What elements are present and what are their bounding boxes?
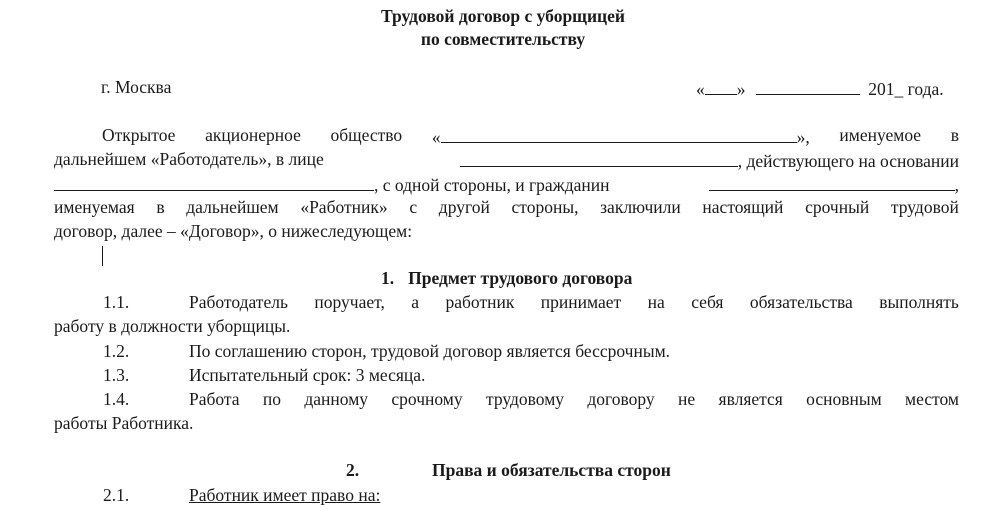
preamble-text: , действующего на основании <box>737 151 959 171</box>
item-number: 2.1. <box>103 485 130 505</box>
item-word: Работодатель <box>189 292 288 312</box>
item-word: договору <box>587 389 655 409</box>
item-1-4-line-1 <box>189 391 959 409</box>
item-word: обязательства <box>749 292 853 312</box>
item-word: основным <box>806 389 882 409</box>
preamble-word: общество <box>330 125 403 145</box>
item-number: 1.1. <box>103 292 130 312</box>
document-title-line2: по совместительству <box>420 29 586 49</box>
item-word: по <box>262 389 282 409</box>
section-2-number: 2. <box>346 460 360 480</box>
document-title-line1: Трудовой договор с уборщицей <box>381 6 625 26</box>
employee-name-blank <box>709 175 955 191</box>
preamble-text: , <box>954 175 959 195</box>
item-word: выполнять <box>879 292 959 312</box>
item-1-1-line-2: работу в должности уборщицы. <box>54 316 291 336</box>
company-name-field <box>432 127 810 147</box>
quote-close: », <box>796 127 810 147</box>
preamble-word: заключили <box>600 197 681 217</box>
preamble-word: в <box>156 197 165 217</box>
date-open-quote: « <box>696 79 705 99</box>
item-2-1-text: Работник имеет право на: <box>189 485 381 505</box>
preamble-word: настоящий <box>702 197 784 217</box>
item-1-1-line-1 <box>189 294 959 312</box>
item-word: работник <box>445 292 515 312</box>
date-close-quote: » <box>736 79 746 99</box>
item-word: Работа <box>189 389 240 409</box>
item-word: на <box>647 292 665 312</box>
preamble-word: Открытое <box>102 125 176 145</box>
city: г. Москва <box>101 77 172 97</box>
employee-field <box>709 175 959 195</box>
preamble-word: именуемое <box>839 125 922 145</box>
item-word: поручает, <box>314 292 385 312</box>
representative-blank <box>460 151 738 167</box>
preamble-word: трудовой <box>890 197 959 217</box>
date-line <box>696 79 944 99</box>
month-blank <box>756 79 860 95</box>
section-1-title: Предмет трудового договора <box>408 268 633 288</box>
preamble-word: в <box>950 125 959 145</box>
year-text: 201_ года. <box>868 79 944 99</box>
item-word: принимает <box>540 292 622 312</box>
section-1-number: 1. <box>381 268 395 288</box>
item-1-3-text: Испытательный срок: 3 месяца. <box>189 365 426 385</box>
basis-blank <box>54 175 374 191</box>
day-blank <box>705 79 737 95</box>
preamble-text: , с одной стороны, и гражданин <box>374 175 610 195</box>
item-word: является <box>718 389 783 409</box>
item-1-2-text: По соглашению сторон, трудовой договор является бессрочным. <box>189 341 671 361</box>
item-word: а <box>411 292 420 312</box>
item-word: не <box>678 389 696 409</box>
preamble-word: стороны, <box>511 197 579 217</box>
preamble-word: срочный <box>805 197 870 217</box>
basis-field <box>54 175 610 195</box>
item-word: данному <box>304 389 369 409</box>
item-number: 1.2. <box>103 341 130 361</box>
preamble-word: другой <box>438 197 490 217</box>
preamble-line-5: договор, далее – «Договор», о нижеследующем: <box>54 221 413 241</box>
preamble-line-1 <box>102 127 959 147</box>
item-number: 1.3. <box>103 365 130 385</box>
company-name-blank <box>441 127 797 143</box>
preamble-word: именуемая <box>54 197 135 217</box>
item-word: трудовому <box>485 389 565 409</box>
preamble-word: акционерное <box>205 125 301 145</box>
preamble-word: дальнейшем <box>186 197 279 217</box>
item-word: срочному <box>391 389 463 409</box>
preamble-line-3 <box>54 175 959 195</box>
preamble-word: с <box>409 197 418 217</box>
section-1-heading <box>381 270 632 288</box>
item-word: местом <box>905 389 959 409</box>
representative-field <box>460 151 959 171</box>
preamble-word: «Работник» <box>300 197 388 217</box>
section-2-title: Права и обязательства сторон <box>432 460 671 480</box>
preamble-line-4 <box>54 199 959 217</box>
item-1-4-line-2: работы Работника. <box>54 413 194 433</box>
item-number: 1.4. <box>103 389 130 409</box>
quote-open: « <box>431 127 441 147</box>
preamble-line-2 <box>54 151 959 171</box>
item-word: себя <box>691 292 724 312</box>
text-cursor <box>102 246 103 266</box>
preamble-text: дальнейшем «Работодатель», в лице <box>54 149 324 169</box>
